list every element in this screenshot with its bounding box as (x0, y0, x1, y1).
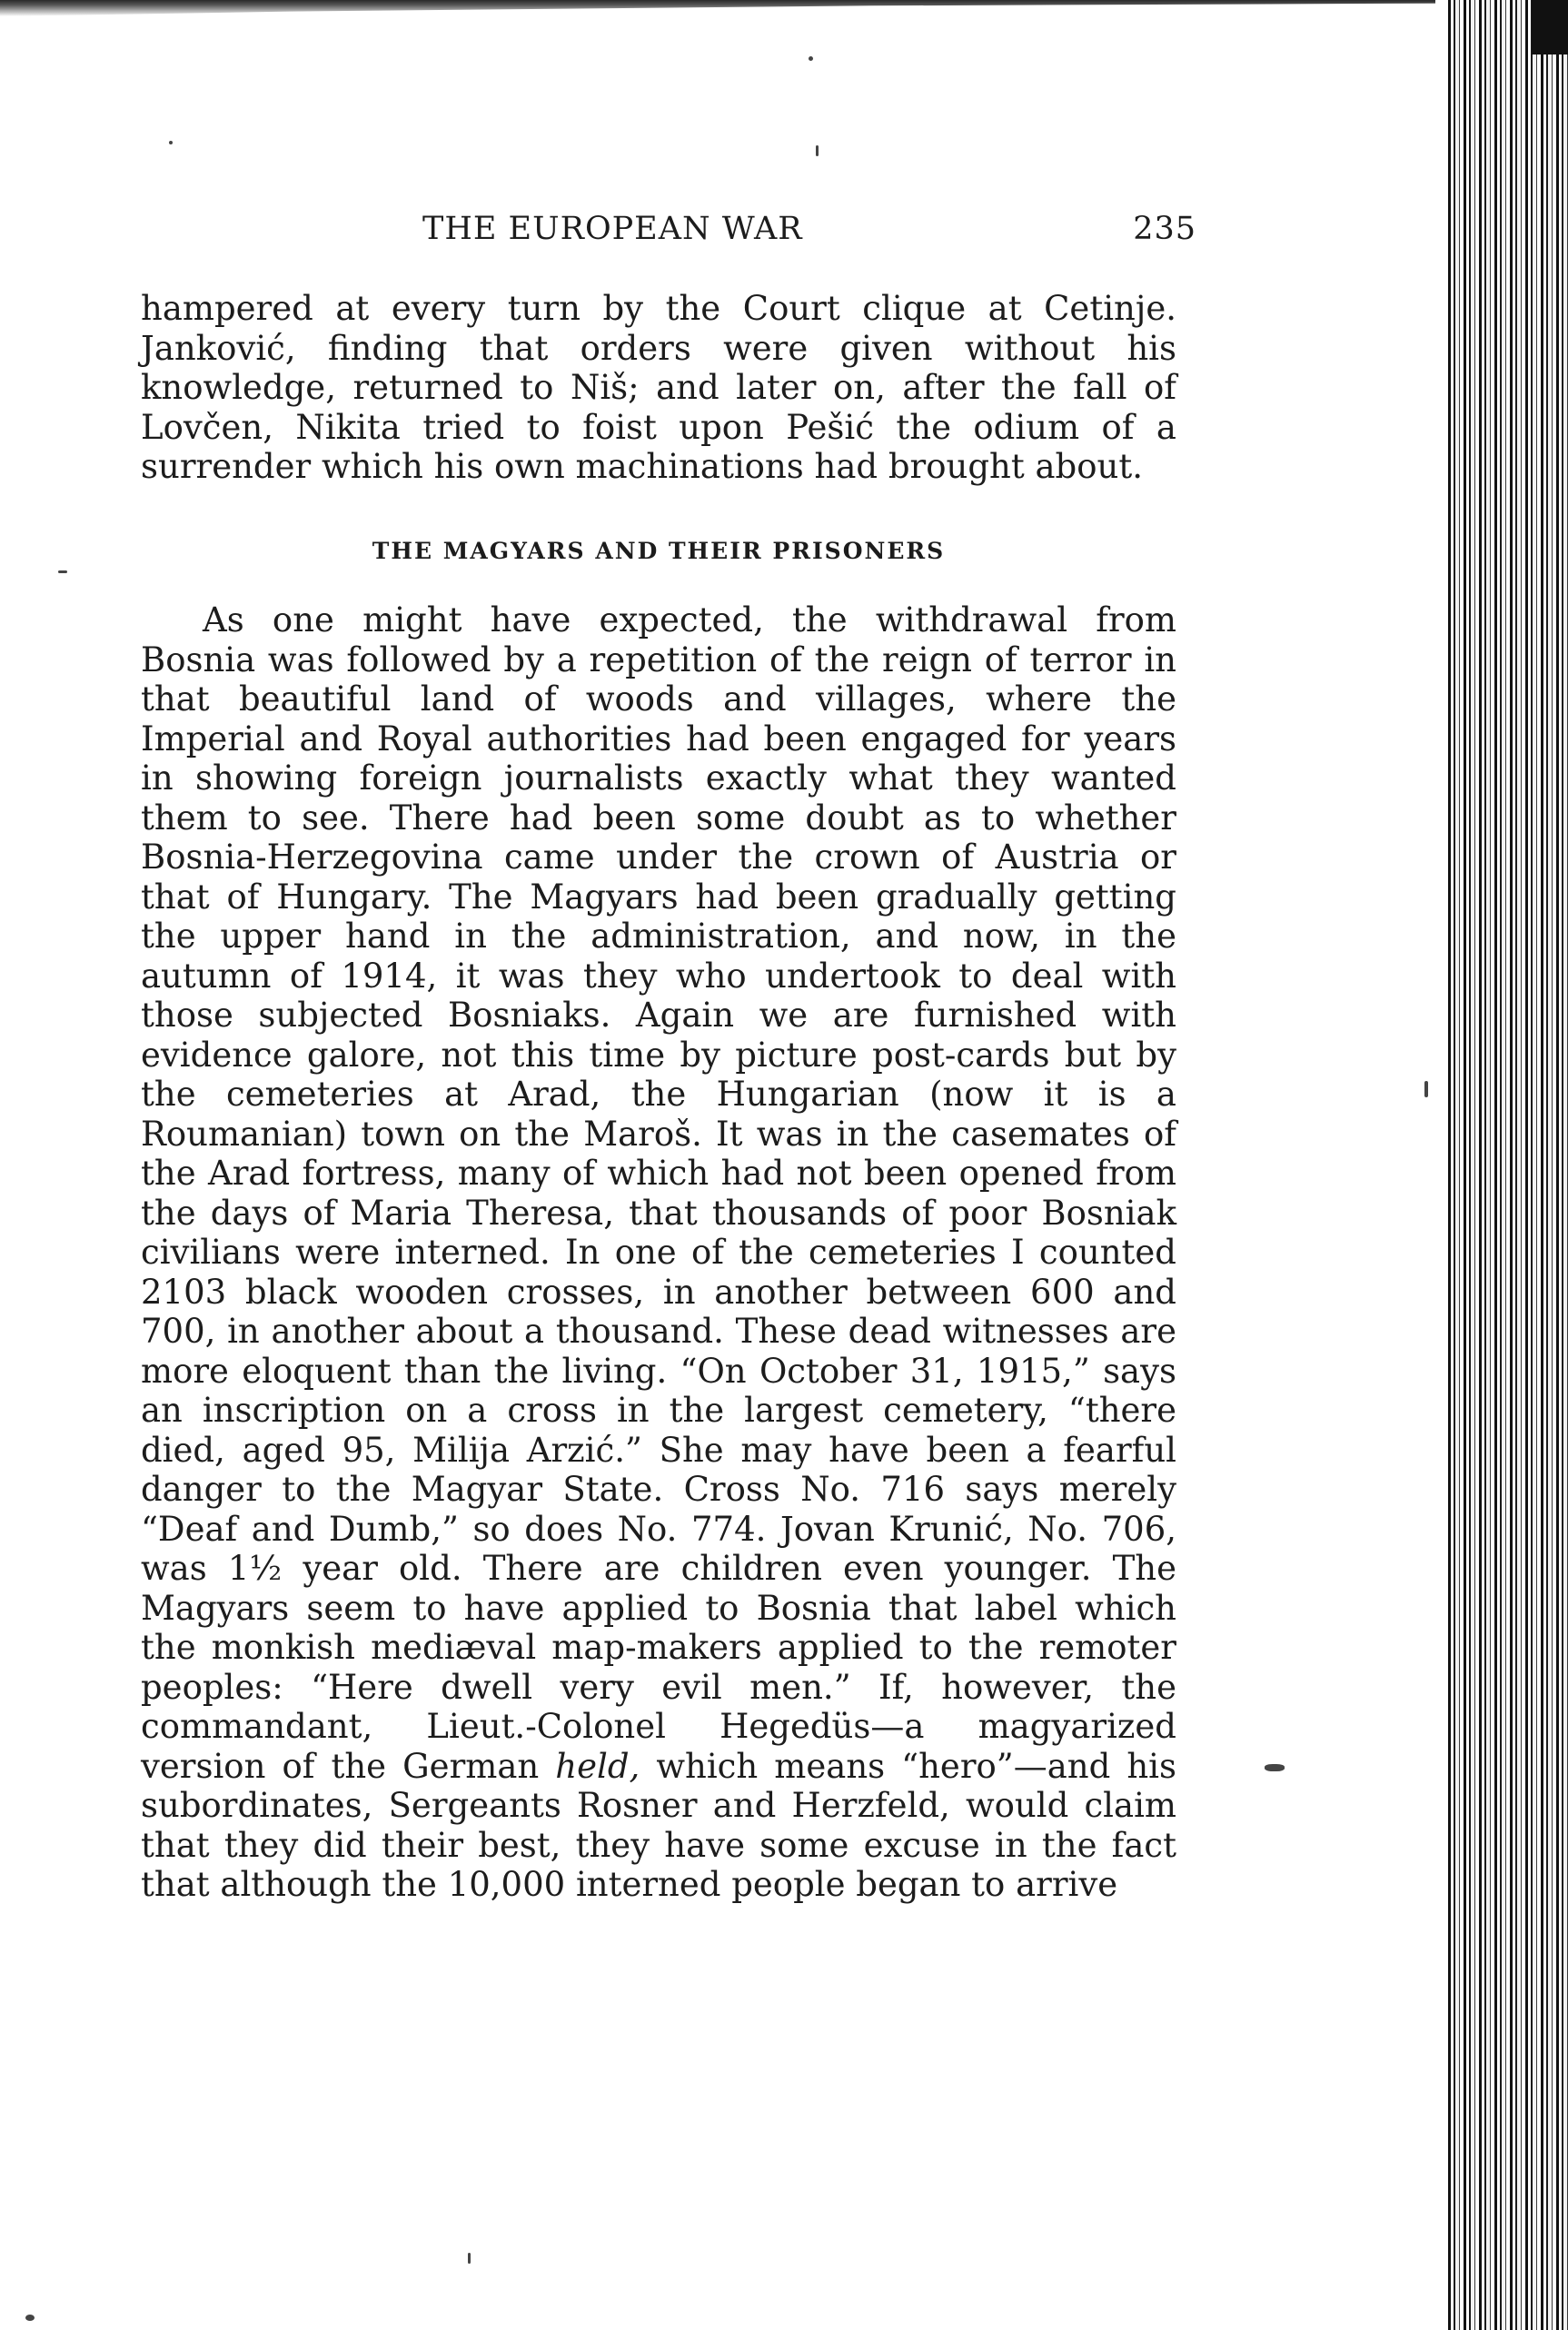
running-head-title: THE EUROPEAN WAR (422, 211, 803, 247)
page-number: 235 (1133, 211, 1196, 247)
body-paragraph (141, 600, 1176, 1905)
paragraph-text-end: which means “hero”—and his subordinates, Sergeants Rosner and Herzfeld, would claim that they did their best, they have some excuse in the fact that although the 10,000 interned people began to arrive (141, 1746, 1176, 1904)
scan-speck (169, 141, 173, 144)
page-body (141, 289, 1176, 1905)
paragraph-text: As one might have expected, the withdrawal from Bosnia was followed by a repetition of the reign of terror in that beautiful land of woods and villages, where the Imperial and Royal authorities had been engaged for years in showing foreign journalists exactly what they wanted them to see. There had been some doubt as to whether Bosnia-Herzegovina came under the crown of Austria or that of Hungary. The Magyars had been gradually getting the upper hand in the administration, and now, in the autumn of 1914, it was they who undertook to deal with those subjected Bosniaks. Again we are furnished with evidence galore, not this time by picture post-cards but by the cemeteries at Arad, the Hungarian (now it is a Roumanian) town on the Maroš. It was in the casemates of the Arad fortress, many of which had not been opened from the days of Maria Theresa, that thousands of poor Bosniak civilians were interned. In one of the cemeteries I counted 2103 black wooden crosses, in another between 600 and 700, in another about a thousand. These dead witnesses are more eloquent than the living. “On October 31, 1915,” says an inscription on a cross in the largest cemetery, “there died, aged 95, Milija Arzić.” She may have been a fearful danger to the Magyar State. Cross No. 716 says merely “Deaf and Dumb,” so does No. 774. Jovan Krunić, No. 706, was 1½ year old. There are children even younger. The Magyars seem to have applied to Bosnia that label which the monkish mediæval map-makers applied to the remoter peoples: “Here dwell very evil men.” If, however, the commandant, Lieut.-Colonel Hegedüs—a magyarized version of the German (141, 600, 1176, 1786)
scan-shadow-top (0, 0, 1454, 16)
scan-speck (1424, 1081, 1428, 1097)
running-head (141, 211, 1196, 254)
scan-speck (809, 56, 813, 61)
section-heading: THE MAGYARS AND THEIR PRISONERS (372, 537, 946, 564)
scan-speck (1265, 1764, 1285, 1771)
scan-speck (816, 145, 819, 156)
scan-speck (468, 2253, 471, 2264)
continued-paragraph: hampered at every turn by the Court clique at Cetinje. Janković, finding that orders were given without his knowledge, returned to Niš; and later on, after the fall of Lovčen, Nikita tried to foist upon Pešić the odium of a surrender which his own machinations had brought about. (141, 289, 1176, 486)
italic-word: held, (555, 1746, 640, 1786)
scan-speck (58, 570, 67, 573)
book-page-edges (1435, 0, 1568, 2330)
scan-speck (25, 2315, 35, 2321)
